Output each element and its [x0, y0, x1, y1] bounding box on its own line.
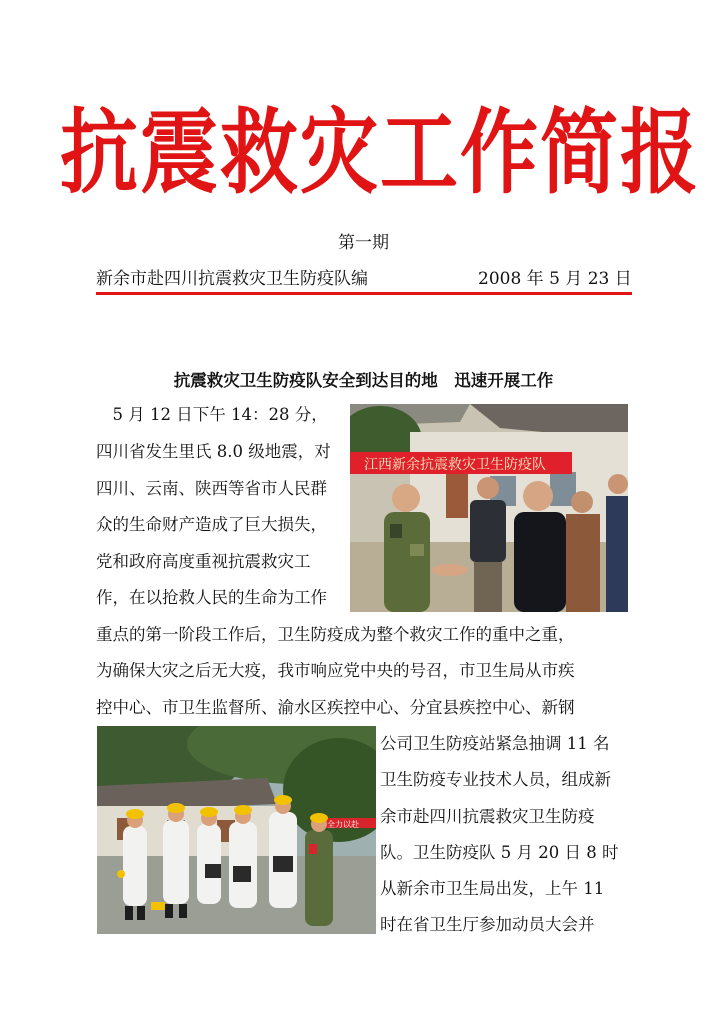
- article-line: 5 月 12 日下午 14：28 分，: [96, 405, 328, 424]
- article-line: 时在省卫生厅参加动员大会并: [380, 915, 595, 934]
- article-line: 卫生防疫专业技术人员，组成新: [380, 770, 611, 789]
- photo-handshake-banner: [350, 404, 628, 612]
- article-line: 四川省发生里氏 8.0 级地震，对: [96, 442, 331, 461]
- article-line: 控中心、市卫生监督所、渝水区疾控中心、分宜县疾控中心、新钢: [96, 698, 575, 717]
- article-line: 作，在以抢救人民的生命为工作: [96, 588, 327, 607]
- article-line: 党和政府高度重视抗震救灾工: [96, 552, 311, 571]
- article-line: 公司卫生防疫站紧急抽调 11 名: [380, 734, 610, 753]
- editor-line: 新余市赴四川抗震救灾卫生防疫队编: [96, 269, 368, 289]
- photo-team-protective-suits: [97, 726, 376, 934]
- article-line: 队。卫生防疫队 5 月 20 日 8 时: [380, 843, 619, 862]
- issue-date: 2008 年 5 月 23 日: [478, 269, 632, 289]
- article-line: 四川、云南、陕西等省市人民群: [96, 479, 327, 498]
- article-headline: 抗震救灾卫生防疫队安全到达目的地 迅速开展工作: [173, 371, 554, 390]
- article-line: 余市赴四川抗震救灾卫生防疫: [380, 807, 595, 826]
- issue-number: 第一期: [338, 233, 389, 253]
- article-line: 为确保大灾之后无大疫，我市响应党中央的号召，市卫生局从市疾: [96, 661, 575, 680]
- banner-text: 江西新余抗震救灾卫生防疫队: [364, 457, 546, 473]
- red-divider-rule: [96, 292, 632, 295]
- bottom-banner-text: 全力以赴: [327, 820, 359, 829]
- article-line: 众的生命财产造成了巨大损失，: [96, 515, 327, 534]
- article-line: 从新余市卫生局出发，上午 11: [380, 879, 605, 898]
- newsletter-masthead-title: 抗震救灾工作简报: [60, 99, 701, 208]
- article-line: 重点的第一阶段工作后，卫生防疫成为整个救灾工作的重中之重，: [96, 625, 575, 644]
